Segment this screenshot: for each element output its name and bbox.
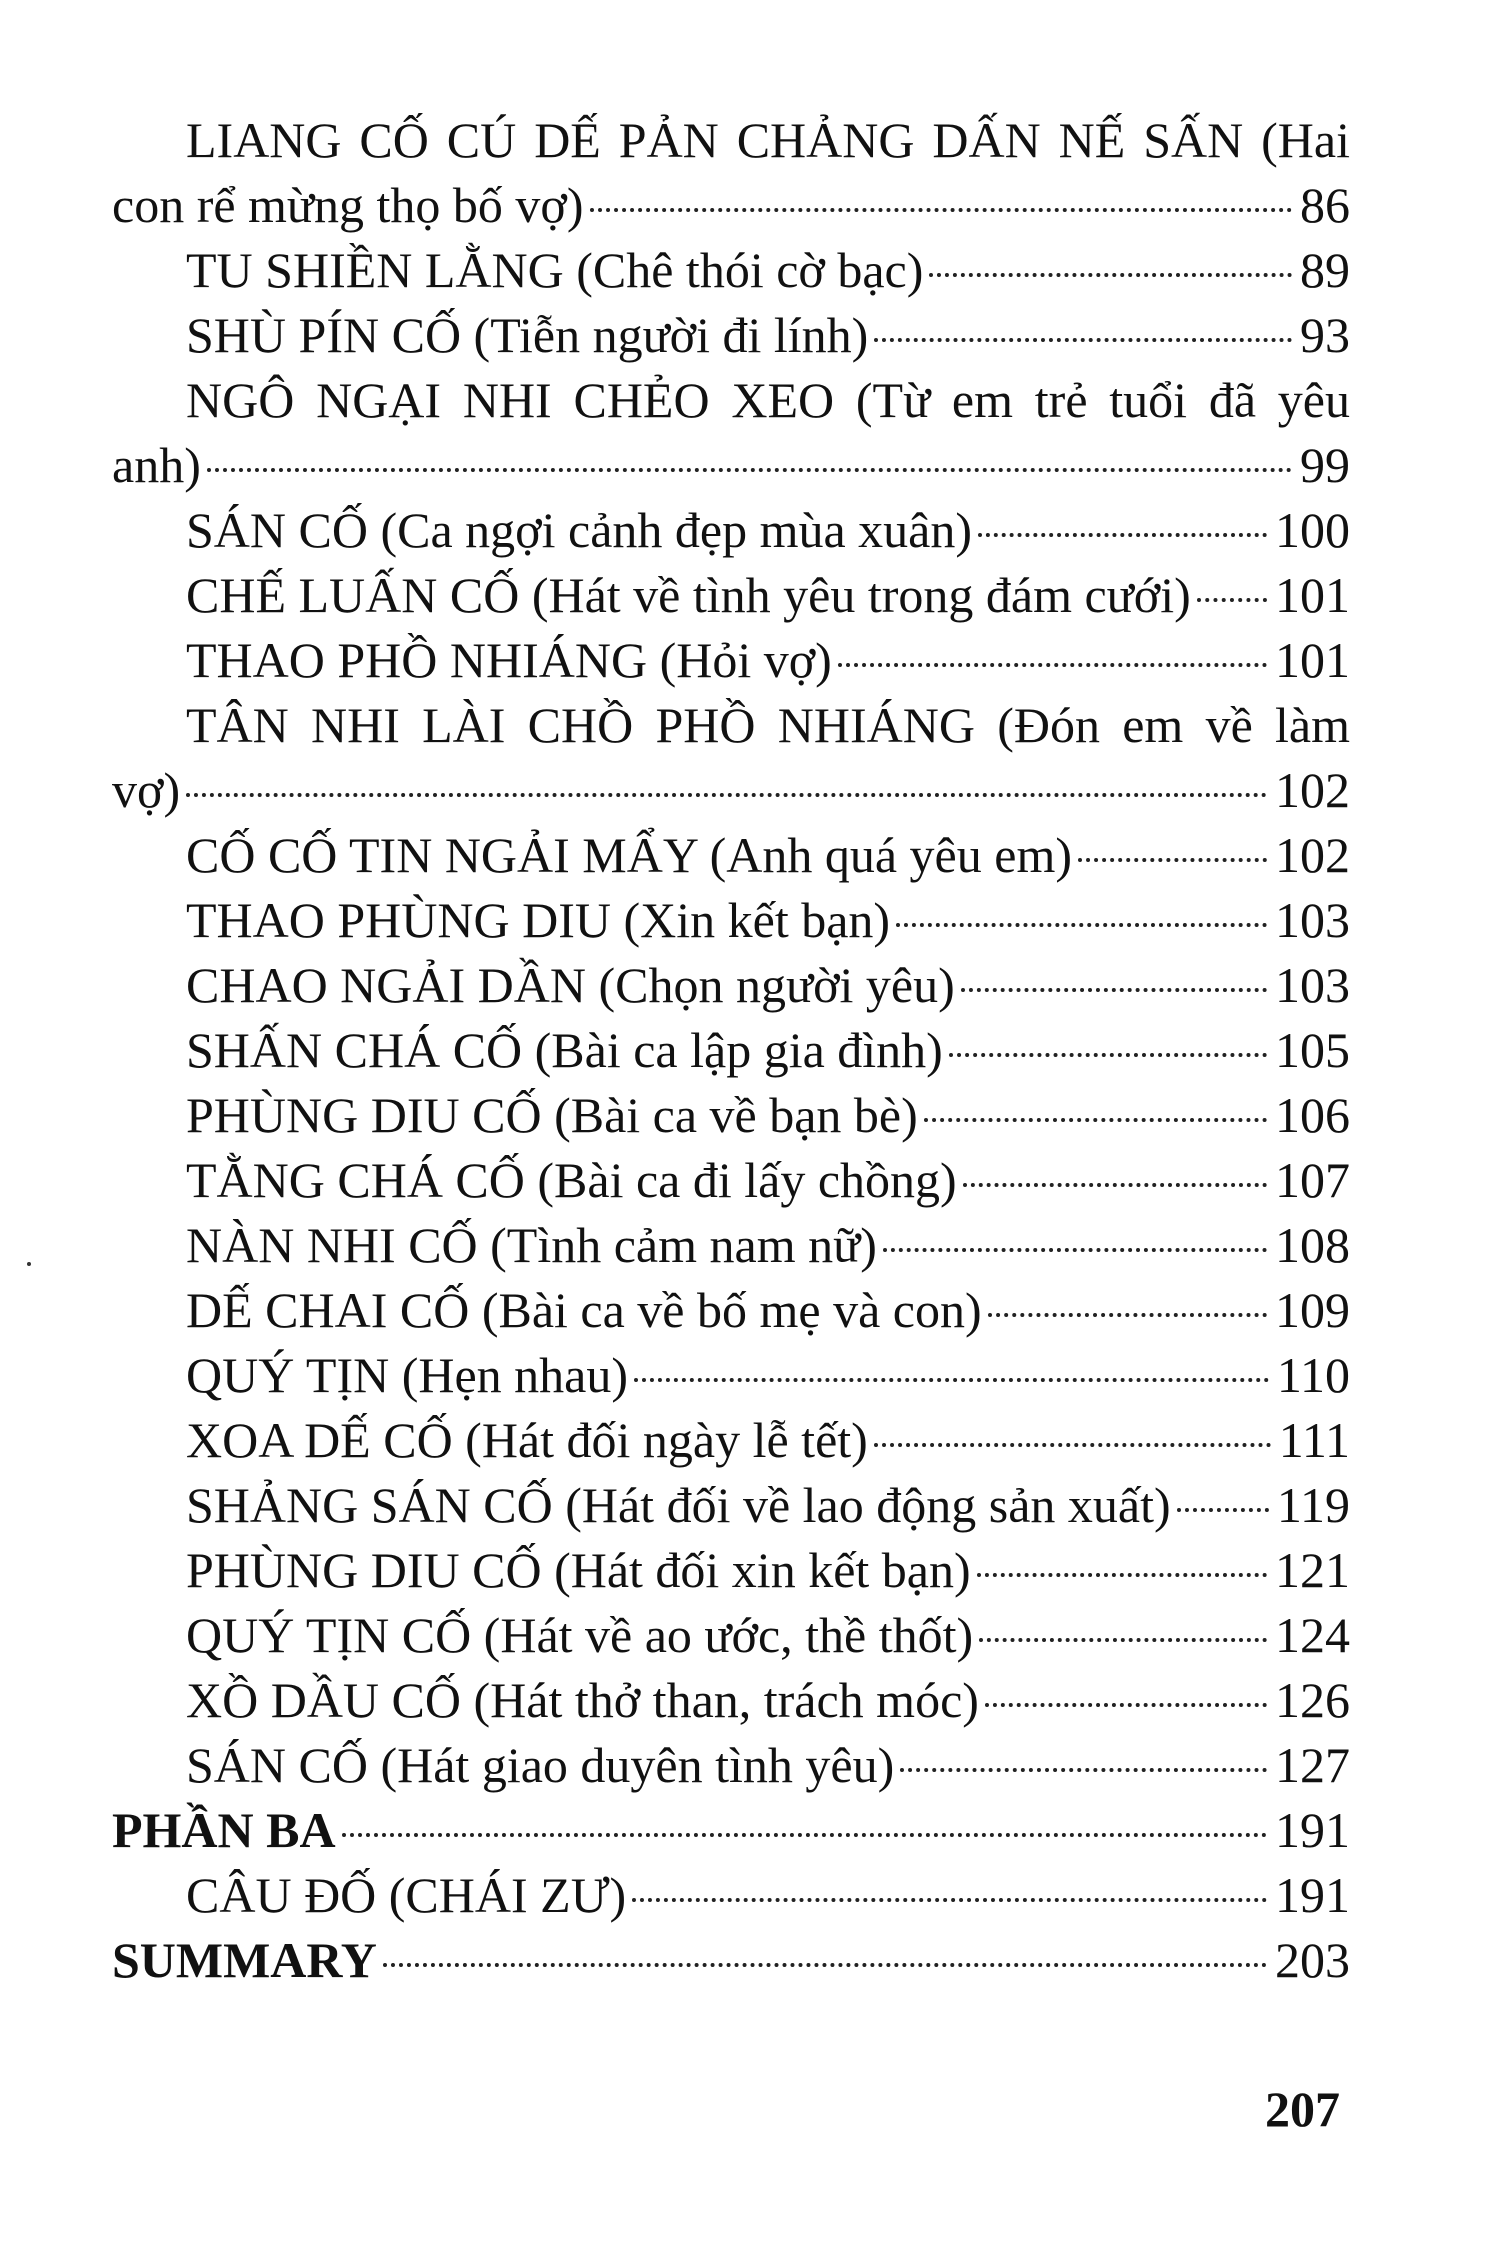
- dot-leader: [590, 208, 1292, 212]
- dot-leader: [988, 1313, 1267, 1317]
- dot-leader: [985, 1703, 1267, 1707]
- dot-leader: [632, 1898, 1267, 1902]
- toc-page-number: 124: [1275, 1607, 1350, 1663]
- toc-section-title: SUMMARY: [112, 1932, 377, 1988]
- toc-section: [112, 1928, 1350, 1993]
- toc-entry: [112, 693, 1350, 823]
- page-number: 207: [1265, 2081, 1340, 2137]
- toc-entry-title: XỒ DẦU CỐ (Hát thở than, trách móc): [186, 1672, 979, 1728]
- toc-entry-title: SHÙ PÍN CỐ (Tiễn người đi lính): [186, 307, 869, 363]
- toc-entry-title: SÁN CỐ (Ca ngợi cảnh đẹp mùa xuân): [186, 502, 973, 558]
- toc-entry: [112, 1018, 1350, 1083]
- toc-entry: [112, 1863, 1350, 1928]
- toc-entry-title-line1: LIANG CỐ CÚ DẾ PẢN CHẢNG DẤN NẾ SẤN (Hai: [186, 112, 1350, 168]
- toc-page-number: 103: [1275, 957, 1350, 1013]
- toc-entry: [112, 1668, 1350, 1733]
- toc-page-number: 126: [1275, 1672, 1350, 1728]
- toc-entry-title: PHÙNG DIU CỐ (Hát đối xin kết bạn): [186, 1542, 971, 1598]
- dot-leader: [979, 1638, 1267, 1642]
- toc-entry: [112, 953, 1350, 1018]
- toc-entry-title-line2: con rể mừng thọ bố vợ): [112, 177, 584, 233]
- toc-entry: [112, 1213, 1350, 1278]
- scan-speck: [27, 1262, 31, 1266]
- toc-entry-title: CÂU ĐỐ (CHÁI ZƯ): [186, 1867, 627, 1923]
- toc-page-number: 107: [1275, 1152, 1350, 1208]
- toc-entry: [112, 498, 1350, 563]
- dot-leader: [186, 793, 1267, 797]
- toc-entry: [112, 1733, 1350, 1798]
- toc-entry-title: THAO PHỒ NHIÁNG (Hỏi vợ): [186, 632, 832, 688]
- dot-leader: [924, 1118, 1267, 1122]
- toc-page-number: 100: [1275, 502, 1350, 558]
- dot-leader: [929, 273, 1292, 277]
- toc-page-number: 111: [1278, 1412, 1350, 1468]
- toc-entry-title-line2: vợ): [112, 762, 181, 818]
- toc-page-number: 203: [1275, 1932, 1350, 1988]
- toc-page-number: 86: [1300, 177, 1350, 233]
- dot-leader: [978, 533, 1267, 537]
- toc-entry-title: SHẤN CHÁ CỐ (Bài ca lập gia đình): [186, 1022, 943, 1078]
- toc-page-number: 106: [1275, 1087, 1350, 1143]
- toc-entry: [112, 238, 1350, 303]
- toc-page-number: 108: [1275, 1217, 1350, 1273]
- toc-page-number: 102: [1275, 827, 1350, 883]
- dot-leader: [949, 1053, 1267, 1057]
- toc-entry-title: TU SHIỀN LẰNG (Chê thói cờ bạc): [186, 242, 924, 298]
- toc-page-number: 89: [1300, 242, 1350, 298]
- toc-entry-title: CỐ CỐ TIN NGẢI MẨY (Anh quá yêu em): [186, 827, 1072, 883]
- dot-leader: [874, 1443, 1271, 1447]
- toc-entry: [112, 1083, 1350, 1148]
- toc-page-number: 109: [1275, 1282, 1350, 1338]
- toc-entry-title: PHÙNG DIU CỐ (Bài ca về bạn bè): [186, 1087, 918, 1143]
- toc-entry-title: SÁN CỐ (Hát giao duyên tình yêu): [186, 1737, 895, 1793]
- toc-page-number: 127: [1275, 1737, 1350, 1793]
- toc-entry: [112, 1408, 1350, 1473]
- toc-entry: [112, 1473, 1350, 1538]
- toc-entry-title-line1: TÂN NHI LÀI CHỒ PHỒ NHIÁNG (Đón em về làm: [186, 697, 1350, 753]
- dot-leader: [963, 1183, 1267, 1187]
- toc-page-number: 191: [1275, 1802, 1350, 1858]
- toc-page-number: 110: [1276, 1347, 1350, 1403]
- dot-leader: [1177, 1508, 1269, 1512]
- toc-page-number: 99: [1300, 437, 1350, 493]
- toc-entry-title: THAO PHÙNG DIU (Xin kết bạn): [186, 892, 891, 948]
- toc-entry: [112, 888, 1350, 953]
- toc-entry: [112, 823, 1350, 888]
- toc-page-number: 101: [1275, 632, 1350, 688]
- toc-page-number: 191: [1275, 1867, 1350, 1923]
- toc-entry: [112, 1538, 1350, 1603]
- dot-leader: [838, 663, 1267, 667]
- toc-page-number: 105: [1275, 1022, 1350, 1078]
- toc-entry: [112, 1603, 1350, 1668]
- toc-entry: [112, 368, 1350, 498]
- toc-entry-title-line2: anh): [112, 437, 201, 493]
- dot-leader: [383, 1963, 1267, 1967]
- toc-entry-title: NÀN NHI CỐ (Tình cảm nam nữ): [186, 1217, 877, 1273]
- toc-page-number: 121: [1275, 1542, 1350, 1598]
- dot-leader: [1197, 598, 1267, 602]
- dot-leader: [207, 468, 1292, 472]
- dot-leader: [977, 1573, 1267, 1577]
- toc-entry: [112, 1343, 1350, 1408]
- toc-page-number: 119: [1276, 1477, 1350, 1533]
- table-of-contents: [112, 108, 1350, 1993]
- dot-leader: [961, 988, 1267, 992]
- toc-entry: [112, 303, 1350, 368]
- dot-leader: [896, 923, 1267, 927]
- toc-section-title: PHẦN BA: [112, 1802, 336, 1858]
- toc-entry-title: SHẢNG SÁN CỐ (Hát đối về lao động sản xuất): [186, 1477, 1171, 1533]
- dot-leader: [1078, 858, 1267, 862]
- toc-entry: [112, 628, 1350, 693]
- toc-page-number: 102: [1275, 762, 1350, 818]
- toc-entry-title: CHẾ LUẤN CỐ (Hát về tình yêu trong đám cưới): [186, 567, 1191, 623]
- toc-entry-title-line1: NGÔ NGẠI NHI CHẺO XEO (Từ em trẻ tuổi đã yêu: [186, 372, 1350, 428]
- toc-page-number: 101: [1275, 567, 1350, 623]
- dot-leader: [874, 338, 1292, 342]
- toc-entry-title: XOA DẾ CỐ (Hát đối ngày lễ tết): [186, 1412, 868, 1468]
- dot-leader: [883, 1248, 1267, 1252]
- dot-leader: [342, 1833, 1267, 1837]
- toc-entry: [112, 1278, 1350, 1343]
- toc-entry-title: QUÝ TỊN CỐ (Hát về ao ước, thề thốt): [186, 1607, 974, 1663]
- toc-entry-title: TẰNG CHÁ CỐ (Bài ca đi lấy chồng): [186, 1152, 957, 1208]
- toc-section: [112, 1798, 1350, 1863]
- toc-page-number: 93: [1300, 307, 1350, 363]
- toc-entry-title: CHAO NGẢI DẦN (Chọn người yêu): [186, 957, 955, 1013]
- toc-entry: [112, 108, 1350, 238]
- toc-page-number: 103: [1275, 892, 1350, 948]
- toc-entry: [112, 563, 1350, 628]
- toc-entry: [112, 1148, 1350, 1213]
- dot-leader: [900, 1768, 1267, 1772]
- toc-entry-title: DẾ CHAI CỐ (Bài ca về bố mẹ và con): [186, 1282, 982, 1338]
- dot-leader: [634, 1378, 1269, 1382]
- toc-entry-title: QUÝ TỊN (Hẹn nhau): [186, 1347, 629, 1403]
